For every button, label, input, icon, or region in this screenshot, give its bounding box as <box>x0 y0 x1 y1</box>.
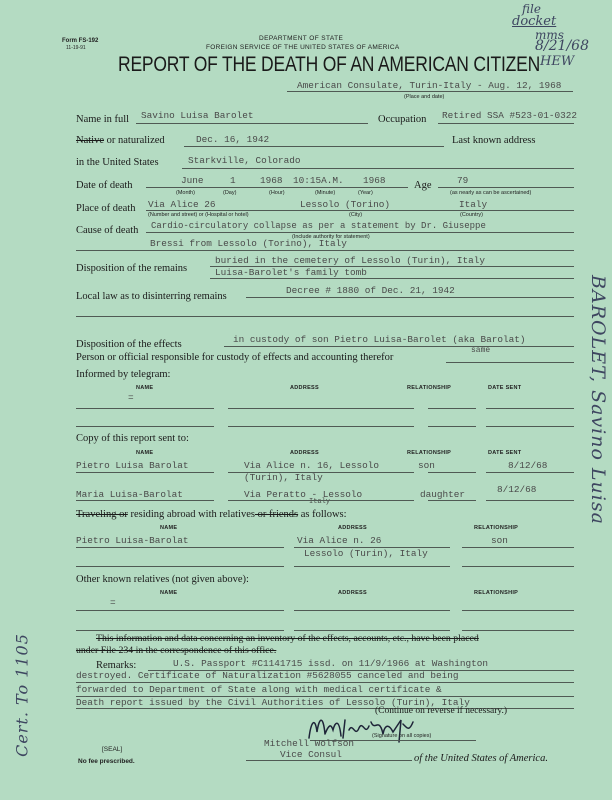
telegram-col-address: ADDRESS <box>290 385 319 391</box>
cause-caption: (Include authority for statement) <box>292 234 370 240</box>
copy-col-relationship: RELATIONSHIP <box>407 450 452 456</box>
copy-row2-date: 8/12/68 <box>497 484 537 495</box>
cap-street: (Number and street) or (Hospital or hotel) <box>148 212 249 218</box>
death-street: Via Alice 26 <box>148 199 216 210</box>
death-day: 1 <box>230 175 236 186</box>
last-address-label: Last known address <box>452 135 536 146</box>
cap-day: (Day) <box>223 190 237 196</box>
form-title: REPORT OF THE DEATH OF AN AMERICAN CITIZEN <box>118 52 541 76</box>
name-value: Savino Luisa Barolet <box>141 110 254 121</box>
copy-row2-address2: Italy <box>309 498 331 506</box>
cause-label: Cause of death <box>76 225 139 236</box>
age-caption: (as nearly as can be ascertained) <box>450 190 532 196</box>
copy-label: Copy of this report sent to: <box>76 433 189 444</box>
inventory-line2: under File 234 in the correspondence of this office. <box>76 645 277 656</box>
death-hour: 10:15A.M. <box>293 175 344 186</box>
death-year: 1968 <box>260 175 283 186</box>
us-label: in the United States <box>76 157 159 168</box>
no-fee: No fee prescribed. <box>78 758 135 765</box>
handwriting-file: file <box>522 2 541 16</box>
other-col-relationship: RELATIONSHIP <box>474 590 519 596</box>
custody-value: same <box>471 346 491 355</box>
cause-line2: Bressi from Lessolo (Torino), Italy <box>150 238 347 249</box>
handwriting-right-name: BAROLET, Savino Luisa <box>587 275 609 525</box>
custody-label: Person or official responsible for custody of effects and accounting therefor <box>76 352 394 363</box>
death-country: Italy <box>459 199 488 210</box>
inventory-line1: This information and data concerning an inventory of the effects, accounts, etc., have been placed <box>96 633 479 644</box>
place-and-date: American Consulate, Turin-Italy - Aug. 12, 1968 <box>297 80 562 91</box>
of-united-states: of the United States of America. <box>414 753 548 764</box>
age-value: 79 <box>457 175 469 186</box>
foreign-service: FOREIGN SERVICE OF THE UNITED STATES OF AMERICA <box>206 44 400 51</box>
telegram-col-name: NAME <box>136 385 154 391</box>
other-col-name: NAME <box>160 590 178 596</box>
place-of-death-label: Place of death <box>76 203 136 214</box>
handwriting-date: 8/21/68 <box>535 38 589 54</box>
remarks-line1: U.S. Passport #C1141715 issd. on 11/9/1966 at Washington <box>173 658 489 669</box>
remarks-line2: destroyed. Certificate of Naturalization #5628055 canceled and being <box>76 670 459 681</box>
other-mark: = <box>110 597 116 608</box>
signatory-title: Vice Consul <box>280 749 342 760</box>
copy-row2-name: Maria Luisa-Barolat <box>76 489 183 500</box>
traveling-name: Pietro Luisa-Barolat <box>76 535 189 546</box>
handwriting-docket: docket <box>512 14 557 29</box>
cause-line1: Cardio-circulatory collapse as per a statement by Dr. Giuseppe <box>151 221 486 231</box>
seal-label: [SEAL] <box>102 746 123 753</box>
copy-row2-relationship: daughter <box>420 489 466 500</box>
remarks-line3: forwarded to Department of State along with medical certificate & <box>76 684 442 695</box>
local-law-label: Local law as to disinterring remains <box>76 291 227 302</box>
age-label: Age <box>414 180 432 191</box>
form-date: 11-19-91 <box>66 45 86 51</box>
death-year2: 1968 <box>363 175 386 186</box>
cap-month: (Month) <box>176 190 195 196</box>
form-number: Form FS-192 <box>62 38 99 44</box>
local-law-value: Decree # 1880 of Dec. 21, 1942 <box>286 285 455 296</box>
traveling-col-address: ADDRESS <box>338 525 367 531</box>
occupation-value: Retired SSA #523-01-0322 <box>442 110 578 121</box>
copy-col-date: DATE SENT <box>488 450 522 456</box>
death-month: June <box>181 175 204 186</box>
traveling-relationship: son <box>491 535 508 546</box>
handwriting-mms: mms <box>535 28 564 42</box>
other-relatives-label: Other known relatives (not given above): <box>76 574 249 585</box>
remains-label: Disposition of the remains <box>76 263 188 274</box>
remains-line1: buried in the cemetery of Lessolo (Turin), Italy <box>215 255 486 266</box>
copy-row1-relationship: son <box>418 460 435 471</box>
traveling-address: Via Alice n. 26 <box>297 535 382 546</box>
effects-label: Disposition of the effects <box>76 339 182 350</box>
cap-minute: (Minute) <box>315 190 336 196</box>
date-of-death-label: Date of death <box>76 180 133 191</box>
cap-country: (Country) <box>460 212 483 218</box>
naturalized-value: Dec. 16, 1942 <box>196 134 270 145</box>
telegram-mark: = <box>128 392 134 403</box>
handwriting-left-cert: Cert. To 1105 <box>12 633 32 757</box>
telegram-col-relationship: RELATIONSHIP <box>407 385 452 391</box>
copy-col-name: NAME <box>136 450 154 456</box>
copy-row2-address: Via Peratto - Lessolo <box>244 489 363 500</box>
signature-caption: (Signature on all copies) <box>372 733 432 739</box>
effects-value: in custody of son Pietro Luisa-Barolet (aka Barolat) <box>233 334 526 345</box>
cap-city: (City) <box>349 212 363 218</box>
cap-year: (Year) <box>358 190 373 196</box>
remains-line2: Luisa-Barolet's family tomb <box>215 267 367 278</box>
cap-hour: (Hour) <box>269 190 285 196</box>
handwriting-initials: HEW <box>540 54 575 69</box>
remarks-label: Remarks: <box>96 660 137 671</box>
department: DEPARTMENT OF STATE <box>259 35 344 42</box>
occupation-label: Occupation <box>378 114 427 125</box>
signatory-name: Mitchell Wolfson <box>264 738 355 749</box>
traveling-address2: Lessolo (Turin), Italy <box>304 548 428 559</box>
death-city: Lessolo (Torino) <box>300 199 391 210</box>
naturalized-label: Native or naturalized <box>76 135 165 146</box>
other-col-address: ADDRESS <box>338 590 367 596</box>
remarks-line4: Death report issued by the Civil Authorities of Lessolo (Turin), Italy <box>76 697 470 708</box>
telegram-col-date: DATE SENT <box>488 385 522 391</box>
place-caption: (Place and date) <box>404 94 445 100</box>
copy-row1-address2: (Turin), Italy <box>244 472 323 483</box>
traveling-col-name: NAME <box>160 525 178 531</box>
remarks-continue: (Continue on reverse if necessary.) <box>375 706 508 716</box>
name-label: Name in full <box>76 114 130 125</box>
telegram-label: Informed by telegram: <box>76 369 171 380</box>
copy-row1-name: Pietro Luisa Barolat <box>76 460 189 471</box>
copy-col-address: ADDRESS <box>290 450 319 456</box>
us-value: Starkville, Colorado <box>188 155 301 166</box>
copy-row1-address: Via Alice n. 16, Lessolo <box>244 460 380 471</box>
copy-row1-date: 8/12/68 <box>508 460 548 471</box>
traveling-col-relationship: RELATIONSHIP <box>474 525 519 531</box>
traveling-label: Traveling or residing abroad with relatives or friends as follows: <box>76 509 347 520</box>
